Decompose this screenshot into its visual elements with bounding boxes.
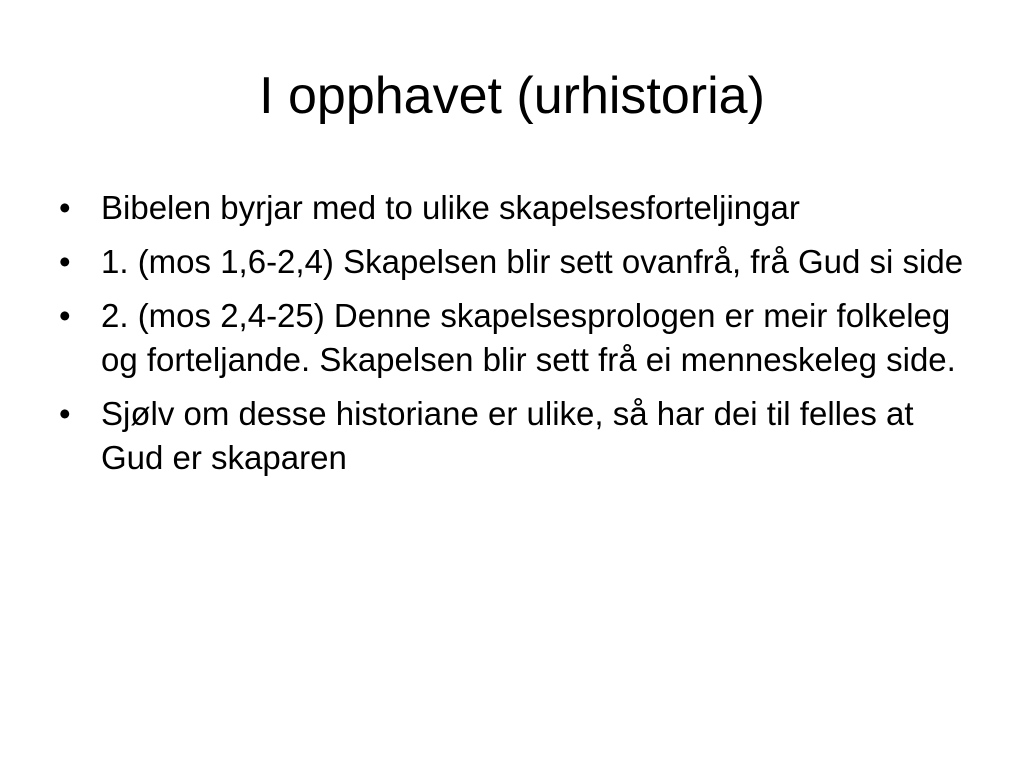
bullet-text: Bibelen byrjar med to ulike skapelsesforteljingar: [101, 189, 800, 226]
slide-title: I opphavet (urhistoria): [259, 67, 765, 125]
bullet-point-icon: •: [59, 189, 71, 226]
bullet-list: [56, 186, 976, 490]
bullet-point-icon: •: [59, 395, 71, 432]
bullet-item: [56, 186, 976, 230]
bullet-item: [56, 240, 976, 284]
bullet-item: [56, 392, 976, 480]
bullet-point-icon: •: [59, 243, 71, 280]
bullet-point-icon: •: [59, 297, 71, 334]
bullet-item: [56, 294, 976, 382]
bullet-text: 2. (mos 2,4-25) Denne skapelsesprologen er meir folkeleg og forteljande. Skapelsen blir sett frå ei menneskeleg side.: [101, 297, 956, 378]
bullet-text: 1. (mos 1,6-2,4) Skapelsen blir sett ovanfrå, frå Gud si side: [101, 243, 964, 280]
bullet-text: Sjølv om desse historiane er ulike, så har dei til felles at Gud er skaparen: [101, 395, 914, 476]
